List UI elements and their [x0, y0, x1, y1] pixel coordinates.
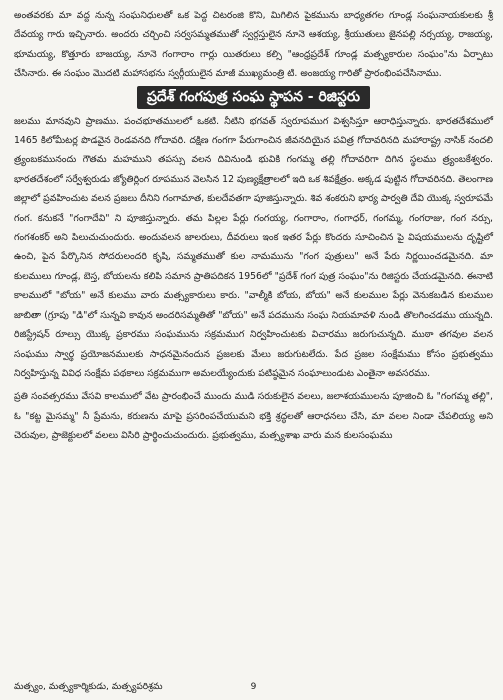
page-number: 9 [250, 682, 257, 692]
section-heading: ప్రదేశ్ గంగపుత్ర సంఘ స్థాపన - రిజిస్టరు [137, 86, 370, 109]
page-footer [14, 682, 493, 694]
paragraph-bottom: ప్రతి సంవత్సరము వేసవి కాలములో వేట ప్రారంభించే ముందు ముడి సరుకులైన వలలు, జలాశయములను పూజించి ఓ "గంగమ్మ తల్లి", ఓ "కట్ట మైసమ్మ" నీ ప్రేమను, కరుణను మాపై ప్రసరింపచేయుమని భక్తి శ్రద్ధలతో ఆరాధనలు చేసి, మా వలల నిండా చేపలియ్య అని చెరువుల, ప్రాజెక్టులలో వలలు విసిరి ప్రార్థించుచుందురు. ప్రభుత్వము, మత్స్యశాఖ వారు మన కులసంఘము [14, 391, 493, 442]
footer-caption: మత్స్యం, మత్స్యకార్మికుడు, మత్స్యపరిశ్రమ [14, 682, 163, 692]
paragraph-main: జలము మానవుని ప్రాణము. పంచభూతములలో ఒకటి. నీటిని భగవత్ స్వరూపముగ విశ్వసిస్తూ ఆరాధిస్తున్నారు. భారతదేశములో 1465 కిలోమీటర్ల పొడవైన రెండవనది గోదావరి. దక్షిణ గంగగా పేరుగాంచిన జీవనదియైన పవిత్ర గోదావరినది మహారాష్ట్ర నాసిక్ నందలి త్ర్యంబకమునందు గౌతమ మహముని తపస్సు వలన దివినుండి భువికి గంగమ్మ తల్లి గోదావరిగా దిగిన స్థలము త్ర్యంబకేశ్వరం. భారతదేశంలో సర్వేశ్వరుడు జ్యోతిర్లింగ రూపమున వెలసిన 12 పుణ్యక్షేత్రాలలో ఇది ఒక శివక్షేత్రం. అక్కడ పుట్టిన గోదావరినది. తెలంగాణ జిల్లాలో ప్రవహించుట వలన ప్రజలు దీనిని గంగామాత, కులదేవతగా పూజిస్తున్నారు. శివ శంకరుని భార్య పార్వతి దేవి యొక్క స్వరూపమే గంగ. కనుకనే "గంగాదేవి" ని పూజిస్తున్నారు. తమ పిల్లల పేర్లు గంగయ్య, గంగారాం, గంగాధర్, గంగమ్మ, గంగరాజు, గంగ నర్సు, గంగశంకర్ అని పిలుచుచుందురు. అందువలన జాలరులు, దీవరులు ఇంక ఇతర పేర్లు కొందరు సూచించిన పై విషయములను దృష్టిలో ఉంచి, పైన పేర్కొనిన సోదరులందరి కృషి, సమ్మతముతో కుల నామమును "గంగ పుత్రులు" అనే పేరు నిర్ణయించడమైనది. మా కులములు గూండ్ల, బెస్త, బోయలను కలిపి సమాన ప్రాతిపదికన 1956లో "ప్రదేశ్ గంగ పుత్ర సంఘం"ను రిజిస్టరు చేయడమైనది. ఈనాటి కాలములో "బోయ" అనే కులము వారు మత్స్యకారులు కారు. "వాల్మీకి బోయ, బోయ" అనే కులముల పేర్లు వెనుకబడిన కులముల జాబితా (గ్రూపు "డి"లో సున్నవి కావున అందరిసమ్మతితో "బోయ" అనే పదమును సంఘ నియమావళి నుండి తొలగించడము యున్నది. రిజిస్ట్రేషన్ రూల్సు యొక్క ప్రకారము సంఘమును సక్రమముగ నిర్వహించుటకు విచారము జరుగుచున్నది. ముఠా తగవుల వలన సంఘము స్వార్థ ప్రయోజనములకు సాధనమైనందున ప్రజలకు మేలు జరుగుటలేదు. పేద ప్రజల సంక్షేమము కోసం ప్రభుత్వము నిర్వహిస్తున్న వివిధ సంక్షేమ పథకాలు సక్రమముగా అమలయ్యేందుకు పటిష్ఠమైన సంఘాలుండుట ఎంతైనా అవసరము. [14, 115, 493, 379]
section-heading-wrap [14, 86, 493, 109]
paragraph-top: అంతవరకు మా వద్ద నున్న సంఘనిధులతో ఒక పెద్ద చిటరంజి కొని, మిగిలిన పైకమును బాధ్యతగల గూండ్ల సంఘనాయకులకు శ్రీ దేవయ్య గారు ఇచ్చినారు. అందరు చర్చించి సర్వసమ్మతముతో స్వర్గస్తులైన నూనె ఆశయ్య, శ్రీయుతులు జైనపల్లి నర్సయ్య, రాజయ్య, భూమయ్య, కొత్తూరు బాజయ్య, నూనె గంగారాం గార్లు యితరులు కల్సి "ఆంధ్రప్రదేశ్ గూండ్ల మత్స్యకారుల సంఘం"ను ఏర్పాటు చేసినారు. ఈ సంఘం మొదటి మహాసభను స్వర్గీయులైన మాజీ ముఖ్యమంత్రి టి. అంజయ్య గారితో ప్రారంభింపచేసినాము. [14, 10, 493, 80]
